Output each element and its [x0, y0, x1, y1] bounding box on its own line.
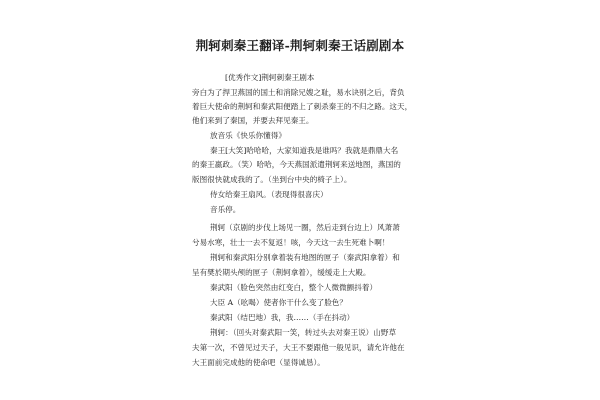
text-line: 荆轲：（回头对秦武阳一笑，转过头去对秦王说）山野草 — [210, 328, 397, 337]
text-line: 兮易水寒，壮士一去不复返！咳，今天这一去生死难卜啊！ — [192, 238, 390, 247]
text-line: 音乐停。 — [210, 205, 241, 214]
text-line: 荆轲（京剧的步伐上场见一圈，然后走到台边上）风萧萧 — [210, 223, 400, 232]
text-line: 呈有樊於期头颅的匣子（荆轲拿着），缓缓走上大殿。 — [192, 268, 371, 277]
text-line: 放音乐《快乐你懂得》 — [210, 131, 286, 140]
text-line: 大臣 A（吆喝）使者你干什么变了脸色？ — [210, 298, 347, 307]
text-line: 秦王[大笑]哈哈哈，大家知道我是谁吗？我就是鼎鼎大名 — [210, 146, 399, 155]
text-line: 侍女给秦王扇风。（表现得很喜庆） — [210, 190, 328, 199]
text-line: 他们来到了秦国，并要去拜见秦王。 — [192, 116, 314, 125]
text-line: 的秦王嬴政。（笑）哈哈，今天燕国派遣荆轲来送地图，燕国的 — [192, 160, 401, 169]
text-line: 夫第一次，不曾见过天子，大王不要跟他一般见识，请允许他在 — [192, 343, 405, 352]
text-line: 旁白为了捍卫燕国的国土和消除兄嫂之耻，易水诀别之后，背负 — [192, 88, 405, 97]
text-line: 版图很快就成我的了。（坐到台中央的椅子上）。 — [192, 175, 352, 184]
text-line: 秦武阳（结巴地）我，我……（手在抖动） — [210, 313, 355, 322]
text-line: 秦武阳（脸色突然由红变白，整个人微微颤抖着） — [210, 283, 378, 292]
text-line: 着巨大使命的荆轲和秦武阳便踏上了刺杀秦王的不归之路。这天， — [192, 102, 413, 111]
document-subtitle: [优秀作文]荆轲刺秦王剧本 — [225, 73, 315, 82]
document-title: 荆轲刺秦王翻译-荆轲刺秦王话剧剧本 — [195, 38, 405, 53]
text-line: 大王面前完成他的使命吧（显得诚恳）。 — [192, 358, 325, 367]
text-line: 荆轲和秦武阳分别拿着装有地图的匣子（秦武阳拿着）和 — [210, 253, 400, 262]
